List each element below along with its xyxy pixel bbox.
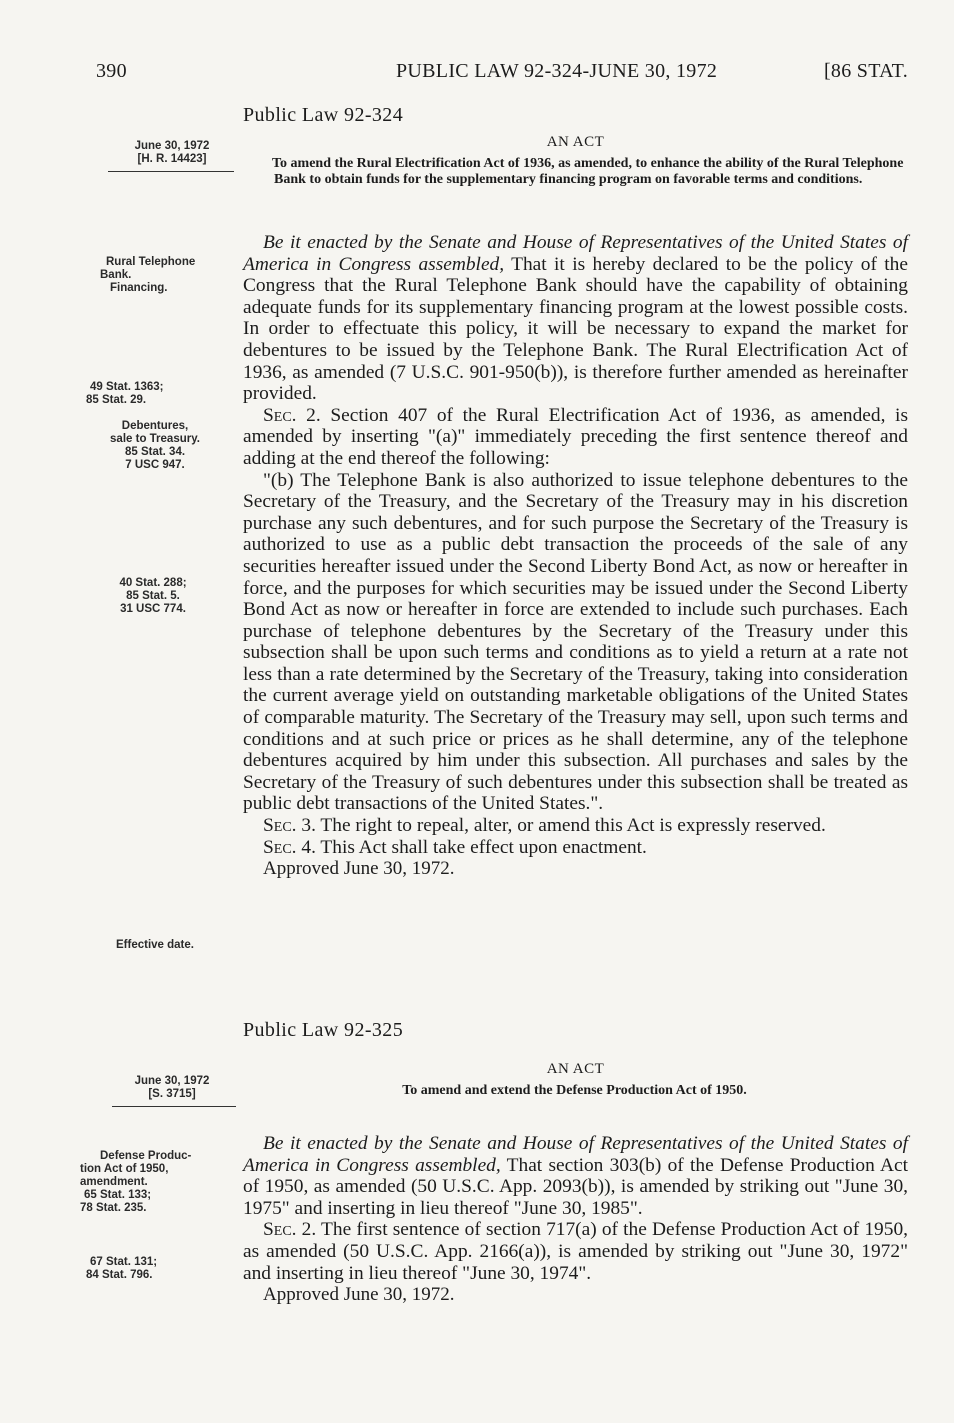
law1-enacting-clause: Be it enacted by the Senate and House of Representatives of the United States of America in Congress assembled, — [243, 232, 908, 275]
law1-margin-bill: [H. R. 14423] — [137, 153, 207, 165]
law2-margin-rule — [112, 1106, 236, 1107]
law1-body — [243, 232, 908, 880]
law1-margin-note-3: Debentures, sale to Treasury. 85 Stat. 34. 7 USC 947. — [110, 420, 200, 471]
law2-purpose: To amend and extend the Defense Production Act of 1950. — [402, 1083, 747, 1098]
law1-act-caption-block — [243, 134, 908, 151]
law1-sec2 — [243, 405, 908, 470]
law2-sec2-text: The first sentence of section 717(a) of the Defense Production Act of 1950, as amended (50 U.S.C. App. 2166(a)), is amended by striking out "June 30, 1972" and inserting in lieu thereof "June 30, 1974". — [243, 1219, 908, 1284]
law2-enacting-clause: Be it enacted by the Senate and House of Representatives of the United States of America in Congress assembled, — [243, 1133, 908, 1176]
law1-margin-date: June 30, 1972 — [134, 140, 210, 152]
stat-reference: [86 STAT. — [823, 60, 908, 82]
law1-sec3-label: Sec. 3. — [263, 815, 316, 837]
running-header — [96, 60, 908, 90]
law1-title: Public Law 92-324 — [243, 104, 404, 126]
law2-title: Public Law 92-325 — [243, 1019, 404, 1041]
law2-sec2 — [243, 1219, 908, 1284]
law1-margin-note-2: 49 Stat. 1363; 85 Stat. 29. — [86, 381, 164, 406]
law1-sec4-text: This Act shall take effect upon enactment. — [320, 836, 647, 858]
law1-sec2-label: Sec. 2. — [263, 404, 321, 426]
law1-quoted-subsection: "(b) The Telephone Bank is also authorized to issue telephone debentures to the Secretary of the Treasury, and the Secretary of the Treasury may in his discretion purchase any such debentures, and for such purpose the Secretary of the Treasury is authorized to use as a public debt transaction the proceeds of the sale of any securities hereafter issued under the Second Liberty Bond Act, as now or hereafter in force, and the purposes for which securities may be issued under the Second Liberty Bond Act as now or hereafter in force are extended to include such purchases. Each purchase of telephone debentures by the Secretary of the Treasury under this subsection shall be upon such terms and conditions as to yield a return at a rate not less than a rate determined by the Secretary of the Treasury, taking into consideration the current average yield on outstanding marketable obligations of the United States of comparable maturity. The Secretary of the Treasury may sell, upon such terms and conditions and at such price or prices as he shall determine, any of the telephone debentures acquired by him under this subsection. All purchases and sales by the Secretary of the Treasury of such debentures under this subsection shall be treated as public debt transactions of the United States.". — [243, 469, 908, 815]
law1-sec3-text: The right to repeal, alter, or amend this Act is expressly reserved. — [320, 815, 826, 837]
law1-sec4-label: Sec. 4. — [263, 836, 316, 858]
law2-act-caption-block — [243, 1061, 908, 1078]
law1-margin-note-4: 40 Stat. 288; 85 Stat. 5. 31 USC 774. — [119, 577, 187, 615]
law2-margin-note-1: Defense Produc- tion Act of 1950, amendment. 65 Stat. 133; 78 Stat. 235. — [80, 1150, 192, 1214]
law2-margin-bill: [S. 3715] — [148, 1088, 196, 1100]
law1-margin-rule — [108, 171, 234, 172]
law1-title-block — [243, 104, 908, 127]
law2-title-block — [243, 1019, 908, 1042]
law2-para1: That section 303(b) of the Defense Production Act of 1950, as amended (50 U.S.C. App. 2093(b)), is amended by striking out "June 30, 1975" and inserting in lieu thereof "June 30, 1985". — [243, 1154, 909, 1219]
law2-margin-date: June 30, 1972 — [134, 1075, 210, 1087]
law2-margin-date-block — [112, 1075, 232, 1101]
law2-act-caption: AN ACT — [546, 1061, 605, 1077]
law2-approved: Approved June 30, 1972. — [263, 1284, 455, 1306]
law1-act-caption: AN ACT — [546, 134, 605, 150]
header-title: PUBLIC LAW 92-324-JUNE 30, 1972 — [396, 60, 718, 82]
law1-para1: That it is hereby declared to be the policy of the Congress that the Rural Telephone Bank should have the capability of obtaining adequate funds for its supplementary financing program at the lowest possible costs. In order to effectuate this policy, it will be necessary to expand the market for debentures to be issued by the Telephone Bank. The Rural Electrification Act of 1936, as amended (7 U.S.C. 901-950(b)), is therefore further amended as hereinafter provided. — [243, 253, 908, 405]
law2-enacting-paragraph — [243, 1133, 908, 1219]
law1-margin-date-block — [112, 140, 232, 166]
page-number: 390 — [96, 60, 127, 82]
law1-purpose: To amend the Rural Electrification Act of 1936, as amended, to enhance the ability of the Rural Telephone Bank to obtain funds for the supplementary financing program on favorable terms and conditions. — [272, 156, 904, 187]
law2-body — [243, 1133, 908, 1306]
law1-sec4 — [243, 837, 908, 859]
law2-purpose-block — [243, 1083, 908, 1099]
law2-sec2-label: Sec. 2. — [263, 1219, 317, 1241]
law1-sec3 — [243, 815, 908, 837]
law1-margin-note-5: Effective date. — [116, 939, 194, 951]
law2-margin-note-2: 67 Stat. 131; 84 Stat. 796. — [86, 1256, 158, 1281]
law1-sec2-text: Section 407 of the Rural Electrification Act of 1936, as amended, is amended by inserting "(a)" immediately preceding the first sentence thereof and adding at the end thereof the following: — [243, 404, 908, 469]
law1-enacting-paragraph — [243, 232, 908, 405]
law1-margin-note-1: Rural Telephone Bank. Financing. — [100, 256, 196, 294]
law1-approved: Approved June 30, 1972. — [263, 858, 455, 880]
law1-purpose-block — [254, 156, 908, 188]
